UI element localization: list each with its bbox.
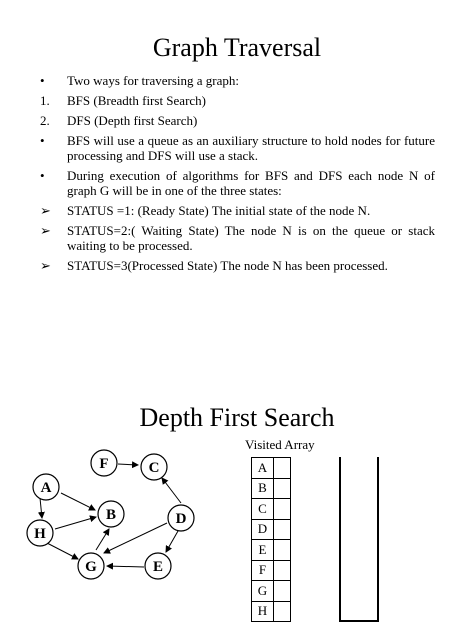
visited-cell-label: H [252, 601, 274, 622]
svg-text:H: H [34, 526, 46, 542]
svg-text:F: F [99, 456, 109, 472]
edge-a-b [61, 493, 95, 510]
slide-title-graph-traversal: Graph Traversal [152, 33, 322, 62]
visited-cell-value [274, 540, 291, 561]
graph-diagram [0, 440, 230, 590]
visited-cell-label: F [252, 560, 274, 581]
stack-container [339, 457, 379, 622]
visited-cell-value [274, 458, 291, 479]
graph-node [168, 505, 194, 531]
list-item: ➢ STATUS =1: (Ready State) The initial state of the node N. [40, 203, 371, 218]
graph-node [91, 450, 117, 476]
slide-title-depth-first-search: Depth First Search [139, 403, 335, 432]
graph-node [78, 553, 104, 579]
visited-cell-label: G [252, 581, 274, 602]
table-row [252, 478, 291, 499]
edge-a-h [40, 498, 42, 518]
list-item: • Two ways for traversing a graph: [40, 73, 240, 88]
edge-d-e [166, 531, 178, 552]
graph-node [98, 501, 124, 527]
svg-text:D: D [175, 511, 187, 527]
table-row [252, 519, 291, 540]
svg-text:B: B [105, 507, 117, 523]
edge-h-g [47, 543, 78, 559]
graph-node [33, 474, 59, 500]
list-item: • During execution of algorithms for BFS and DFS each node N of graph G will be in one of the three states: [40, 168, 435, 198]
visited-cell-value [274, 560, 291, 581]
edge-g-b [96, 529, 109, 550]
visited-cell-label: C [252, 499, 274, 520]
svg-text:C: C [148, 460, 160, 476]
list-item: ➢ STATUS=3(Processed State) The node N has been processed. [40, 258, 388, 273]
table-row [252, 560, 291, 581]
graph-node [141, 454, 167, 480]
edge-d-g [104, 523, 167, 553]
table-row [252, 458, 291, 479]
visited-cell-value [274, 581, 291, 602]
graph-node [27, 520, 53, 546]
visited-cell-value [274, 499, 291, 520]
table-row [252, 540, 291, 561]
visited-array-label: Visited Array [245, 437, 315, 452]
visited-cell-label: A [252, 458, 274, 479]
bullet-list [40, 73, 435, 278]
visited-cell-value [274, 478, 291, 499]
edge-d-c [162, 478, 181, 503]
edge-h-b [55, 517, 96, 529]
list-item: 2. DFS (Depth first Search) [40, 113, 198, 128]
svg-text:A: A [40, 480, 52, 496]
table-row [252, 601, 291, 622]
list-item: 1. BFS (Breadth first Search) [40, 93, 207, 108]
visited-cell-value [274, 519, 291, 540]
visited-array-table [251, 457, 291, 622]
graph-node [145, 553, 171, 579]
visited-cell-label: B [252, 478, 274, 499]
list-item: ➢ STATUS=2:( Waiting State) The node N is on the queue or stack waiting to be processed. [40, 223, 435, 253]
svg-text:E: E [152, 559, 164, 575]
table-row [252, 499, 291, 520]
visited-cell-label: E [252, 540, 274, 561]
edge-e-g [107, 566, 144, 567]
visited-cell-label: D [252, 519, 274, 540]
visited-cell-value [274, 601, 291, 622]
edge-f-c [118, 464, 138, 465]
list-item: • BFS will use a queue as an auxiliary structure to hold nodes for future processing and DFS will use a stack. [40, 133, 435, 163]
svg-text:G: G [85, 559, 97, 575]
table-row [252, 581, 291, 602]
